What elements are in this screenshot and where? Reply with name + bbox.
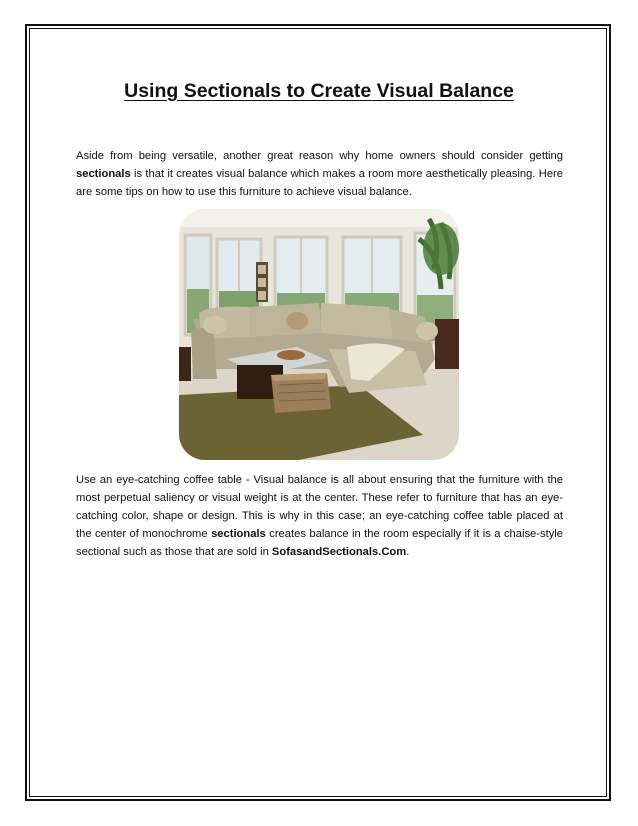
coffee-table-paragraph: [76, 471, 563, 561]
cushion-right: [416, 322, 438, 340]
cushion-accent: [286, 312, 308, 330]
document-title: Using Sectionals to Create Visual Balance: [124, 80, 514, 102]
end-table: [179, 347, 191, 381]
intro-paragraph: [76, 147, 563, 201]
ottoman: [271, 373, 331, 413]
intro-text-1: Aside from being versatile, another great reason why home owners should consider getting: [76, 150, 563, 162]
ceiling: [179, 209, 459, 227]
wall-art: [256, 262, 268, 302]
coffee-text-2: creates balance in the room especially if it is a chaise-style sectional such as those that are sold in: [76, 528, 564, 558]
living-room-illustration: [179, 209, 459, 460]
sectionals-keyword-2: sectionals: [211, 528, 266, 540]
coffee-text-1: Use an eye-catching coffee table - Visual balance is all about ensuring that the furniture with the most perpetual saliency or visual weight is at the center. These refer to furniture that has an eye-catching color, shape or design. This is why in this case; an eye-catching coffee table placed at the center of monochrome: [76, 474, 563, 540]
intro-text-2: is that it creates visual balance which makes a room more aesthetically pleasing. Here are some tips on how to use this furniture to achieve visual balance.: [76, 168, 563, 198]
sectional-sofa-photo: [179, 209, 459, 460]
coffee-text-3: .: [406, 546, 410, 558]
decorative-bowl: [277, 350, 305, 360]
sectionals-keyword: sectionals: [76, 168, 131, 180]
store-link-text: SofasandSectionals.Com: [271, 546, 407, 558]
cushion: [203, 316, 227, 334]
